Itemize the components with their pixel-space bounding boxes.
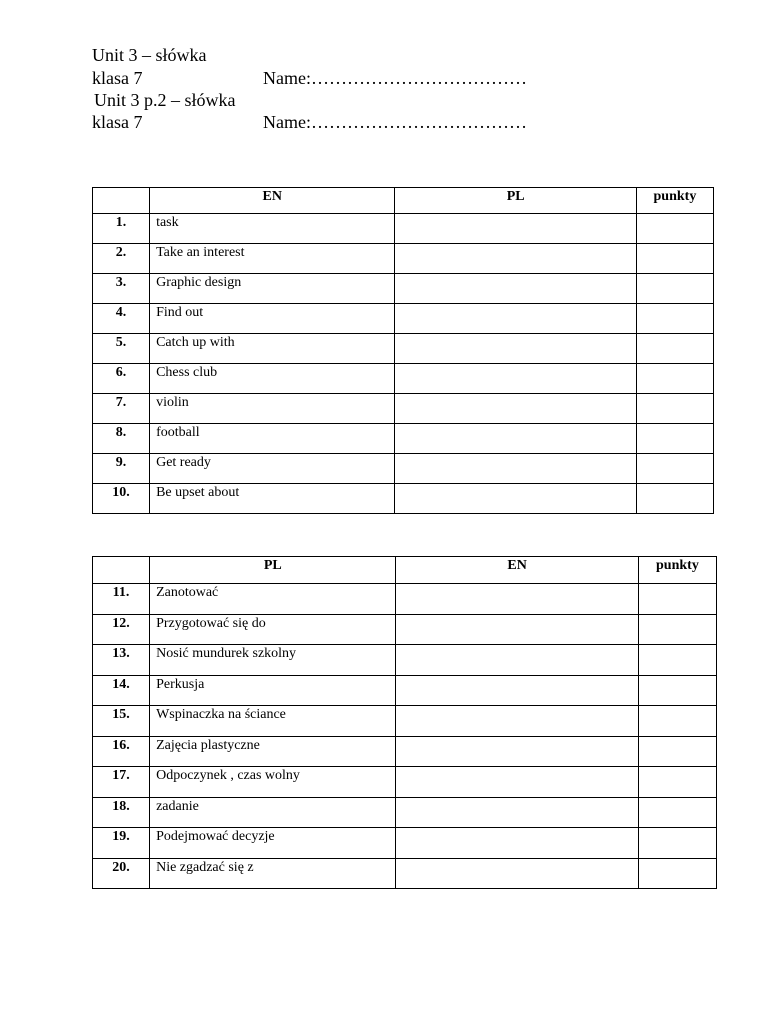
worksheet-title: [92, 44, 207, 66]
row-number: 14.: [93, 675, 150, 706]
points-cell[interactable]: [636, 244, 713, 274]
answer-cell[interactable]: [395, 394, 636, 424]
table-row: [93, 244, 714, 274]
row-number: 5.: [93, 334, 150, 364]
class-name-line: [92, 67, 527, 89]
table-row: [93, 706, 717, 737]
points-cell[interactable]: [638, 797, 716, 828]
row-word: Chess club: [150, 364, 395, 394]
row-word: Odpoczynek , czas wolny: [150, 767, 396, 798]
header-en: EN: [396, 557, 638, 584]
row-word: Find out: [150, 304, 395, 334]
answer-cell[interactable]: [395, 454, 636, 484]
table-row: [93, 736, 717, 767]
row-word: task: [150, 214, 395, 244]
points-cell[interactable]: [638, 706, 716, 737]
table-header-row: [93, 557, 717, 584]
header-number: [93, 557, 150, 584]
answer-cell[interactable]: [395, 244, 636, 274]
row-word: Nosić mundurek szkolny: [150, 645, 396, 676]
table-row: [93, 334, 714, 364]
row-word: Take an interest: [150, 244, 395, 274]
table-row: [93, 858, 717, 889]
table-row: [93, 214, 714, 244]
row-number: 12.: [93, 614, 150, 645]
row-number: 17.: [93, 767, 150, 798]
name-field-2: Name:………………………………: [263, 112, 527, 132]
answer-cell[interactable]: [395, 274, 636, 304]
header-points: punkty: [636, 188, 713, 214]
points-cell[interactable]: [636, 304, 713, 334]
row-number: 20.: [93, 858, 150, 889]
points-cell[interactable]: [636, 334, 713, 364]
table-row: [93, 424, 714, 454]
points-cell[interactable]: [636, 274, 713, 304]
row-number: 18.: [93, 797, 150, 828]
table-row: [93, 454, 714, 484]
row-word: Be upset about: [150, 484, 395, 514]
header-points: punkty: [638, 557, 716, 584]
points-cell[interactable]: [636, 394, 713, 424]
answer-cell[interactable]: [396, 584, 638, 615]
answer-cell[interactable]: [395, 214, 636, 244]
answer-cell[interactable]: [396, 645, 638, 676]
answer-cell[interactable]: [396, 858, 638, 889]
row-word: Przygotować się do: [150, 614, 396, 645]
row-word: football: [150, 424, 395, 454]
table-row: [93, 394, 714, 424]
class-name-line-2: [92, 111, 527, 133]
row-word: Perkusja: [150, 675, 396, 706]
class-label-2: klasa 7: [92, 112, 143, 132]
row-number: 9.: [93, 454, 150, 484]
row-number: 3.: [93, 274, 150, 304]
title-text: Unit 3 – słówka: [92, 45, 207, 65]
row-number: 19.: [93, 828, 150, 859]
table-row: [93, 797, 717, 828]
row-word: Zanotować: [150, 584, 396, 615]
header-en: EN: [150, 188, 395, 214]
points-cell[interactable]: [638, 736, 716, 767]
table-row: [93, 274, 714, 304]
points-cell[interactable]: [636, 424, 713, 454]
title-text-part2: Unit 3 p.2 – słówka: [94, 90, 236, 110]
table-header-row: [93, 188, 714, 214]
table-row: [93, 584, 717, 615]
row-word: Catch up with: [150, 334, 395, 364]
answer-cell[interactable]: [396, 797, 638, 828]
answer-cell[interactable]: [396, 614, 638, 645]
row-number: 1.: [93, 214, 150, 244]
row-number: 6.: [93, 364, 150, 394]
row-number: 8.: [93, 424, 150, 454]
row-word: Get ready: [150, 454, 395, 484]
points-cell[interactable]: [638, 675, 716, 706]
answer-cell[interactable]: [396, 828, 638, 859]
points-cell[interactable]: [638, 645, 716, 676]
answer-cell[interactable]: [396, 706, 638, 737]
answer-cell[interactable]: [395, 364, 636, 394]
points-cell[interactable]: [636, 364, 713, 394]
row-number: 11.: [93, 584, 150, 615]
row-number: 16.: [93, 736, 150, 767]
points-cell[interactable]: [636, 484, 713, 514]
row-word: Wspinaczka na ściance: [150, 706, 396, 737]
answer-cell[interactable]: [395, 424, 636, 454]
table-row: [93, 364, 714, 394]
points-cell[interactable]: [638, 767, 716, 798]
answer-cell[interactable]: [395, 304, 636, 334]
row-word: violin: [150, 394, 395, 424]
points-cell[interactable]: [636, 454, 713, 484]
row-number: 2.: [93, 244, 150, 274]
row-number: 13.: [93, 645, 150, 676]
vocab-table-en-pl: [92, 187, 714, 514]
header-number: [93, 188, 150, 214]
header-pl: PL: [395, 188, 636, 214]
points-cell[interactable]: [638, 614, 716, 645]
points-cell[interactable]: [638, 584, 716, 615]
row-word: Graphic design: [150, 274, 395, 304]
row-word: Podejmować decyzje: [150, 828, 396, 859]
points-cell[interactable]: [638, 858, 716, 889]
row-number: 7.: [93, 394, 150, 424]
row-word: Nie zgadzać się z: [150, 858, 396, 889]
row-word: Zajęcia plastyczne: [150, 736, 396, 767]
class-label: klasa 7: [92, 68, 143, 88]
name-field: Name:………………………………: [263, 68, 527, 88]
table-row: [93, 614, 717, 645]
answer-cell[interactable]: [396, 767, 638, 798]
row-word: zadanie: [150, 797, 396, 828]
row-number: 15.: [93, 706, 150, 737]
worksheet-title-part2: [94, 89, 236, 111]
answer-cell[interactable]: [396, 675, 638, 706]
answer-cell[interactable]: [395, 484, 636, 514]
table-row: [93, 828, 717, 859]
table-row: [93, 484, 714, 514]
answer-cell[interactable]: [395, 334, 636, 364]
vocab-table-pl-en: [92, 556, 717, 889]
points-cell[interactable]: [638, 828, 716, 859]
table-row: [93, 304, 714, 334]
row-number: 4.: [93, 304, 150, 334]
answer-cell[interactable]: [396, 736, 638, 767]
points-cell[interactable]: [636, 214, 713, 244]
table-row: [93, 675, 717, 706]
table-row: [93, 767, 717, 798]
header-pl: PL: [150, 557, 396, 584]
table-row: [93, 645, 717, 676]
row-number: 10.: [93, 484, 150, 514]
